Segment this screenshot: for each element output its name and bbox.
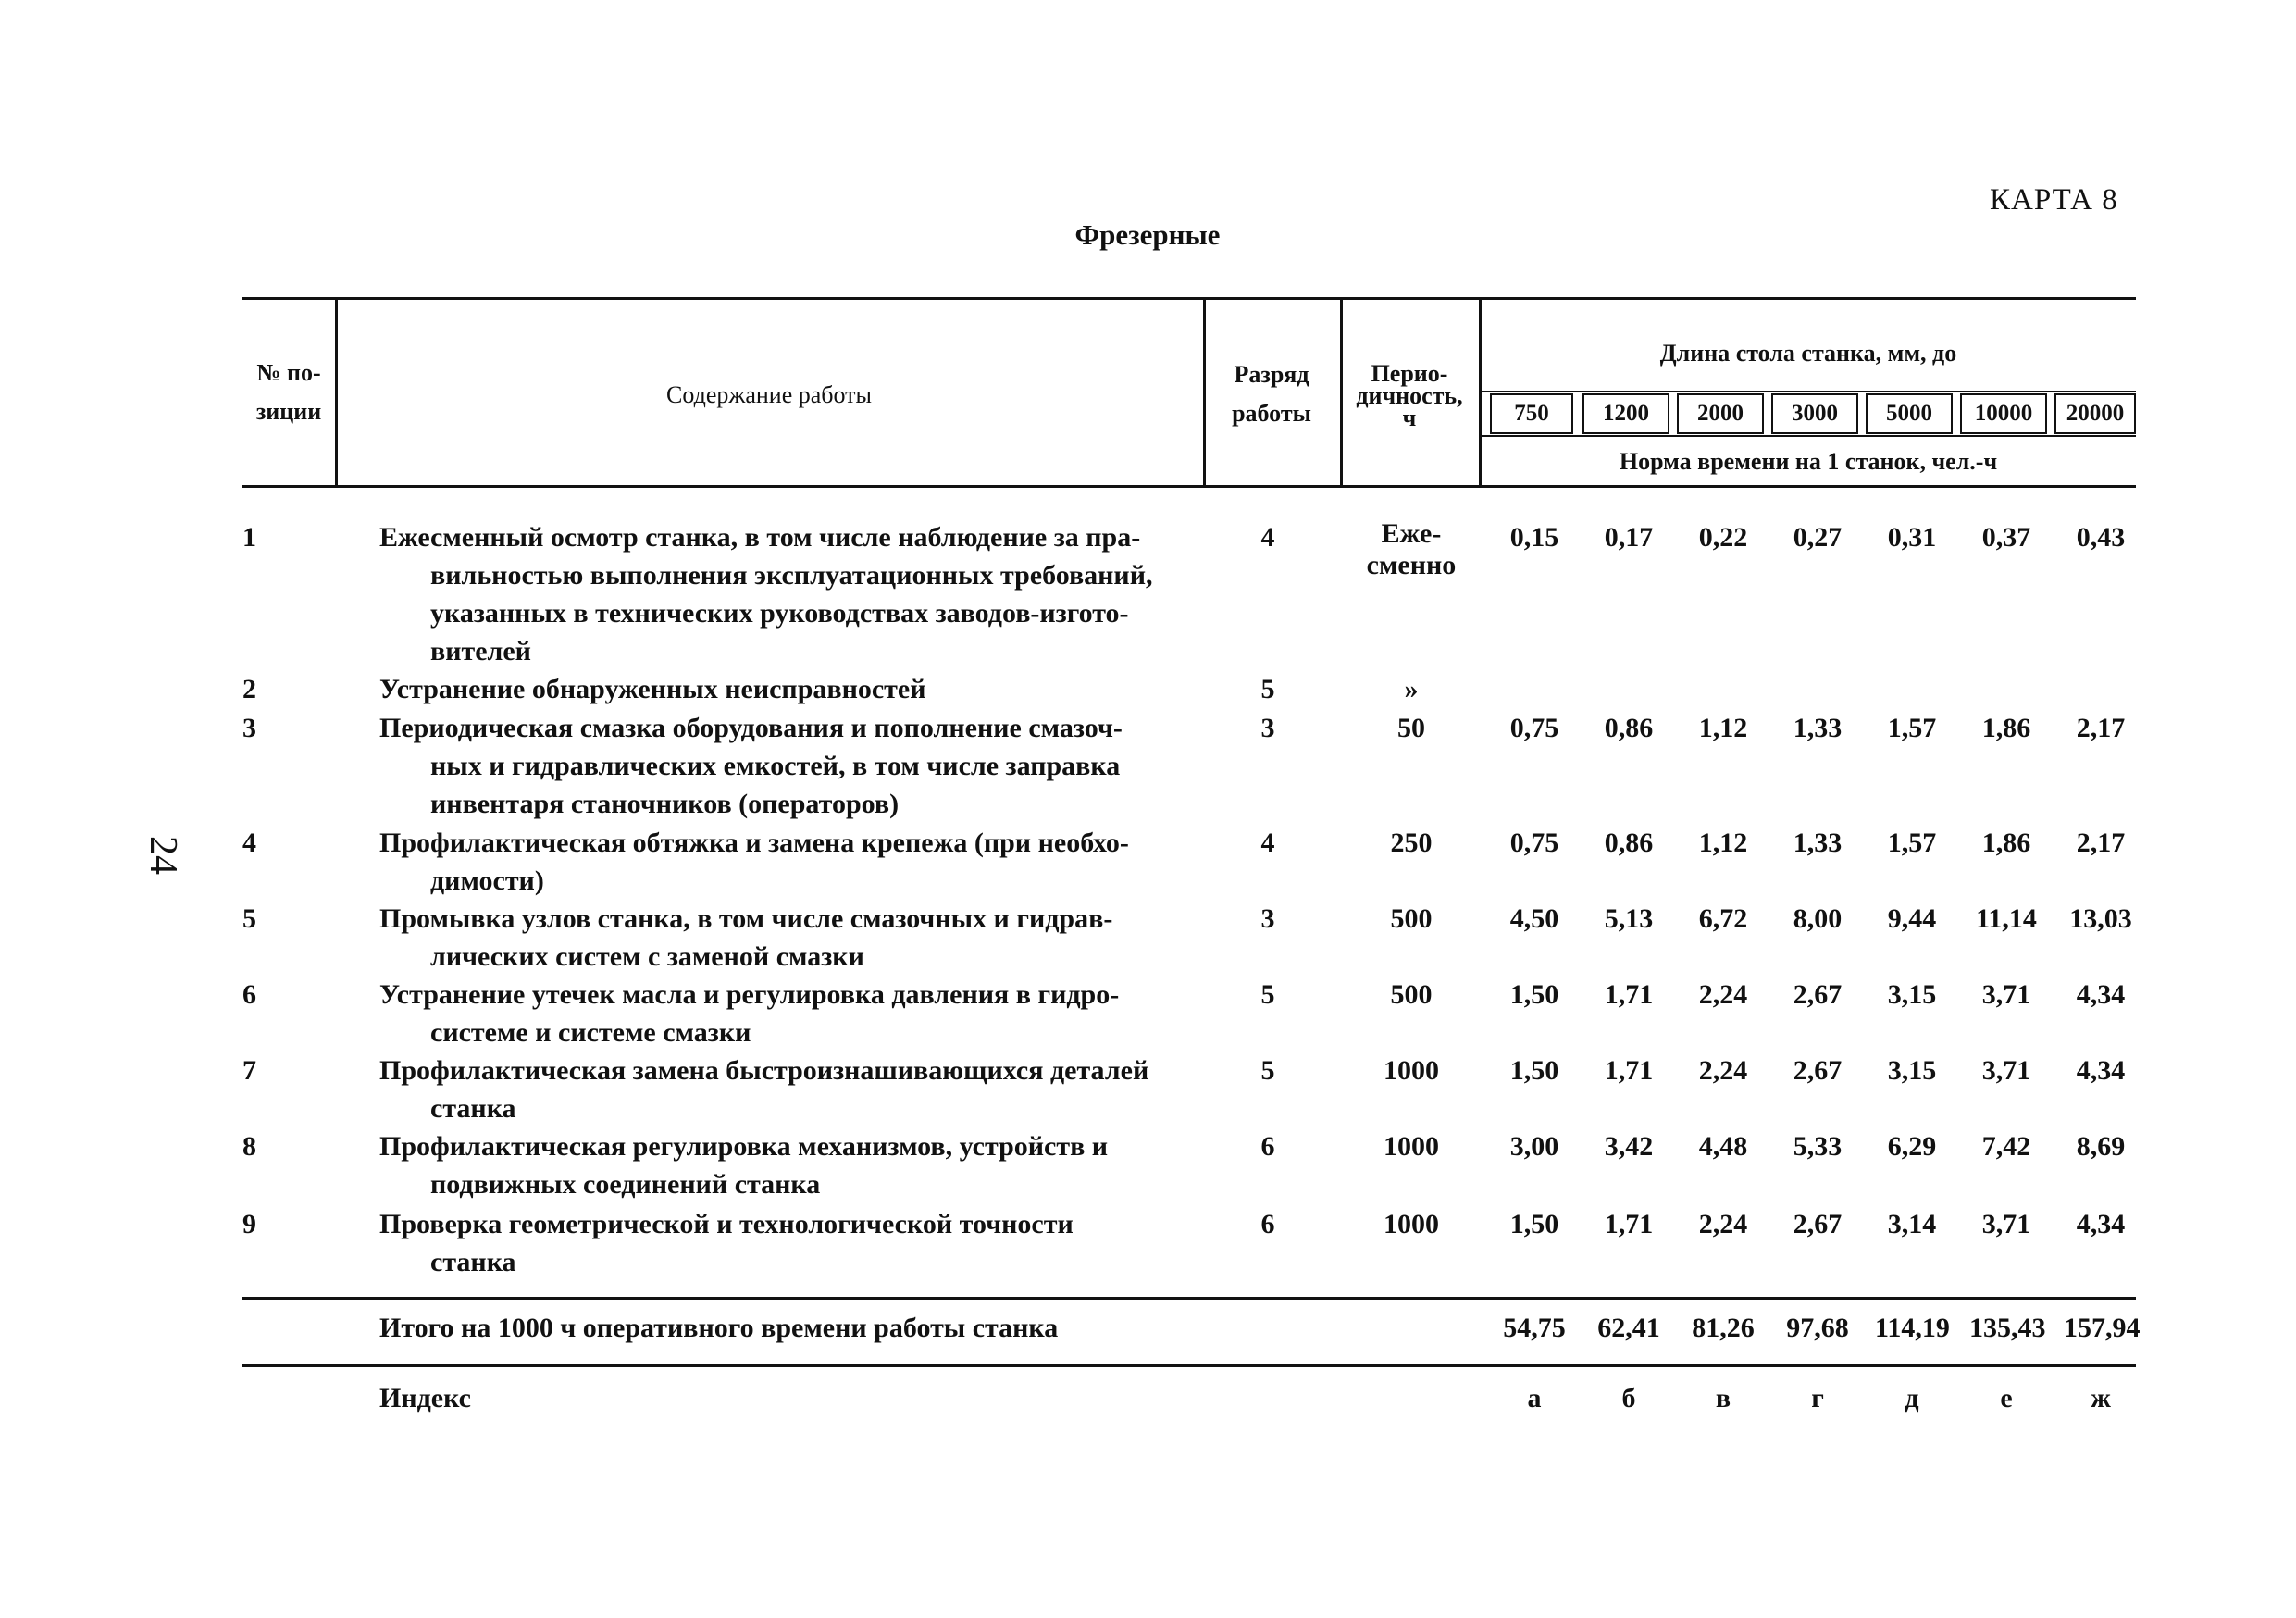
row-line: Промывка узлов станка, в том числе смазочных и гидрав- (379, 903, 1113, 934)
row-grade: 6 (1260, 1131, 1275, 1162)
header-length-group: Длина стола станка, мм, до (1659, 340, 1957, 367)
row-line: Профилактическая регулировка механизмов, устройств и (379, 1131, 1109, 1162)
row-value: 0,15 (1509, 522, 1559, 553)
header-bottom-rule (242, 485, 2136, 488)
row-value: 3,71 (1981, 1209, 2031, 1239)
row-value: 3,71 (1981, 979, 2031, 1010)
index-value: ж (2091, 1383, 2111, 1413)
row-content (379, 1127, 1203, 1203)
total-value: 135,43 (1969, 1313, 2046, 1343)
row-value: 1,12 (1698, 828, 1748, 858)
row-number: 4 (242, 828, 256, 858)
row-value: 0,37 (1981, 522, 2031, 553)
index-value: в (1715, 1383, 1731, 1413)
row-line: Устранение обнаруженных неисправностей (379, 674, 926, 704)
row-content (379, 824, 1203, 900)
total-label: Итого на 1000 ч оперативного времени работы станка (379, 1313, 1059, 1343)
page-number: 24 (142, 836, 184, 875)
header-position-line1: № по- (256, 359, 321, 386)
header-period-line1: Перио- (1371, 360, 1448, 387)
row-line: Профилактическая обтяжка и замена крепежа (при необхо- (379, 828, 1129, 858)
row-value: 1,71 (1604, 979, 1654, 1010)
total-value: 157,94 (2064, 1313, 2141, 1343)
row-period-line1: Еже- (1381, 518, 1442, 549)
row-content (379, 900, 1203, 976)
row-value: 3,14 (1887, 1209, 1937, 1239)
index-value: б (1621, 1383, 1636, 1413)
total-value: 97,68 (1786, 1313, 1849, 1343)
row-line: димости) (430, 865, 544, 896)
row-line: лических систем с заменой смазки (430, 941, 864, 972)
length-group-rule (1481, 391, 2136, 392)
total-top-rule (242, 1297, 2136, 1300)
row-line: Проверка геометрической и технологической точности (379, 1209, 1074, 1239)
row-value: 1,86 (1981, 713, 2031, 743)
header-grade-line1: Разряд (1234, 361, 1309, 388)
row-grade: 4 (1260, 828, 1275, 858)
row-line: Ежесменный осмотр станка, в том числе наблюдение за пра- (379, 522, 1141, 553)
row-line: инвентаря станочников (операторов) (430, 789, 900, 819)
row-line: Профилактическая замена быстроизнашивающихся деталей (379, 1055, 1149, 1086)
length-1200: 1200 (1582, 393, 1669, 434)
row-number: 8 (242, 1131, 256, 1162)
row-value: 2,67 (1793, 979, 1843, 1010)
row-number: 7 (242, 1055, 256, 1086)
row-value: 1,50 (1509, 1055, 1559, 1086)
index-value: д (1905, 1383, 1919, 1413)
length-10000: 10000 (1960, 393, 2047, 434)
row-value: 1,50 (1509, 1209, 1559, 1239)
row-period: 500 (1390, 903, 1433, 934)
row-number: 9 (242, 1209, 256, 1239)
row-content (379, 670, 1203, 708)
row-grade: 3 (1260, 903, 1275, 934)
norm-rule (1481, 435, 2136, 437)
row-value: 5,33 (1793, 1131, 1843, 1162)
header-grade-line2: работы (1232, 400, 1311, 427)
row-value: 4,48 (1698, 1131, 1748, 1162)
row-value: 13,03 (2069, 903, 2132, 934)
row-line: системе и системе смазки (430, 1017, 751, 1048)
length-750: 750 (1490, 393, 1573, 434)
row-value: 2,67 (1793, 1209, 1843, 1239)
row-value: 3,15 (1887, 1055, 1937, 1086)
row-content (379, 709, 1203, 823)
row-value: 3,42 (1604, 1131, 1654, 1162)
row-value: 6,72 (1698, 903, 1748, 934)
row-value: 0,75 (1509, 828, 1559, 858)
row-value: 0,86 (1604, 828, 1654, 858)
length-20000: 20000 (2054, 393, 2136, 434)
length-2000: 2000 (1677, 393, 1764, 434)
row-value: 4,34 (2076, 979, 2126, 1010)
index-value: а (1527, 1383, 1542, 1413)
row-value: 1,33 (1793, 828, 1843, 858)
row-period: 250 (1390, 828, 1433, 858)
row-line: подвижных соединений станка (430, 1169, 821, 1200)
row-number: 1 (242, 522, 256, 553)
row-value: 6,29 (1887, 1131, 1937, 1162)
row-period-line2: сменно (1366, 550, 1457, 580)
row-value: 2,67 (1793, 1055, 1843, 1086)
total-value: 54,75 (1503, 1313, 1566, 1343)
row-value: 4,50 (1509, 903, 1559, 934)
row-line: Периодическая смазка оборудования и пополнение смазоч- (379, 713, 1123, 743)
row-line: вильностью выполнения эксплуатационных требований, (430, 560, 1153, 591)
row-value: 3,15 (1887, 979, 1937, 1010)
row-value: 1,71 (1604, 1055, 1654, 1086)
row-value: 1,50 (1509, 979, 1559, 1010)
row-value: 1,12 (1698, 713, 1748, 743)
index-label: Индекс (379, 1383, 471, 1413)
row-value: 2,24 (1698, 979, 1748, 1010)
row-grade: 3 (1260, 713, 1275, 743)
row-value: 2,17 (2076, 828, 2126, 858)
row-number: 5 (242, 903, 256, 934)
row-value: 0,86 (1604, 713, 1654, 743)
row-value: 4,34 (2076, 1055, 2126, 1086)
index-top-rule (242, 1364, 2136, 1367)
row-value: 1,57 (1887, 713, 1937, 743)
row-line: Устранение утечек масла и регулировка давления в гидро- (379, 979, 1120, 1010)
row-value: 11,14 (1976, 903, 2037, 934)
row-content (379, 1052, 1203, 1127)
header-content: Содержание работы (666, 381, 872, 408)
header-period-line2: дичность, (1356, 382, 1463, 409)
row-line: ных и гидравлических емкостей, в том числе заправка (430, 751, 1121, 781)
row-value: 5,13 (1604, 903, 1654, 934)
header-grade (1203, 361, 1340, 428)
row-number: 6 (242, 979, 256, 1010)
row-value: 9,44 (1887, 903, 1937, 934)
header-period (1340, 360, 1479, 431)
row-grade: 6 (1260, 1209, 1275, 1239)
header-period-line3: ч (1402, 404, 1417, 431)
row-content (379, 976, 1203, 1052)
row-value: 2,17 (2076, 713, 2126, 743)
row-grade: 5 (1260, 674, 1275, 704)
row-grade: 5 (1260, 979, 1275, 1010)
row-period (1356, 518, 1467, 581)
row-value: 7,42 (1981, 1131, 2031, 1162)
length-3000: 3000 (1771, 393, 1858, 434)
header-top-rule (242, 297, 2136, 300)
row-line: станка (430, 1247, 516, 1277)
row-period: » (1404, 674, 1419, 704)
card-label: КАРТА 8 (1990, 183, 2118, 217)
row-value: 1,57 (1887, 828, 1937, 858)
row-value: 8,69 (2076, 1131, 2126, 1162)
row-value: 1,71 (1604, 1209, 1654, 1239)
row-value: 0,27 (1793, 522, 1843, 553)
header-norm: Норма времени на 1 станок, чел.-ч (1619, 448, 1998, 475)
row-value: 0,75 (1509, 713, 1559, 743)
row-value: 3,00 (1509, 1131, 1559, 1162)
row-value: 0,22 (1698, 522, 1748, 553)
row-value: 8,00 (1793, 903, 1843, 934)
row-number: 2 (242, 674, 256, 704)
index-value: г (1811, 1383, 1824, 1413)
row-line: станка (430, 1093, 516, 1124)
row-value: 0,31 (1887, 522, 1937, 553)
row-value: 0,43 (2076, 522, 2126, 553)
total-value: 114,19 (1875, 1313, 1950, 1343)
row-value: 0,17 (1604, 522, 1654, 553)
row-value: 4,34 (2076, 1209, 2126, 1239)
header-position (242, 359, 335, 426)
row-period: 1000 (1384, 1055, 1439, 1086)
row-value: 1,86 (1981, 828, 2031, 858)
row-value: 3,71 (1981, 1055, 2031, 1086)
total-value: 62,41 (1597, 1313, 1660, 1343)
row-line: вителей (430, 636, 531, 666)
total-value: 81,26 (1692, 1313, 1755, 1343)
header-position-line2: зиции (255, 398, 322, 425)
row-grade: 4 (1260, 522, 1275, 553)
index-value: е (2000, 1383, 2013, 1413)
row-value: 2,24 (1698, 1209, 1748, 1239)
row-line: указанных в технических руководствах заводов-изгото- (430, 598, 1129, 629)
document-title: Фрезерные (1074, 218, 1221, 251)
row-period: 1000 (1384, 1209, 1439, 1239)
row-content (379, 1205, 1203, 1281)
row-content (379, 518, 1203, 670)
row-value: 2,24 (1698, 1055, 1748, 1086)
row-period: 500 (1390, 979, 1433, 1010)
row-grade: 5 (1260, 1055, 1275, 1086)
row-number: 3 (242, 713, 256, 743)
row-period: 50 (1397, 713, 1425, 743)
row-value: 1,33 (1793, 713, 1843, 743)
row-period: 1000 (1384, 1131, 1439, 1162)
length-5000: 5000 (1866, 393, 1953, 434)
